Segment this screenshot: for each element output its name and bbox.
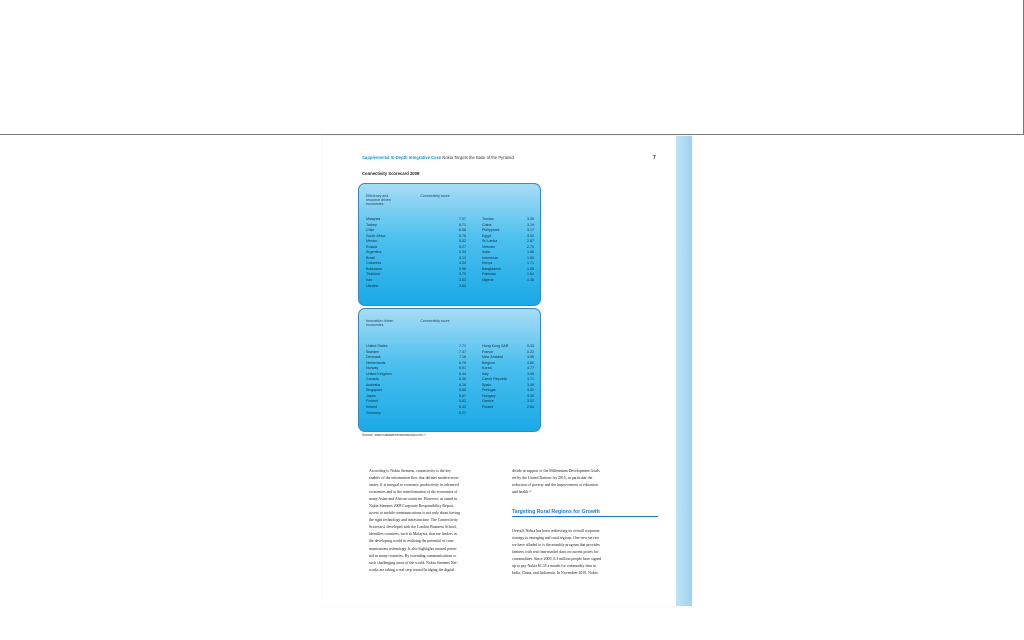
country-name: Italy	[482, 371, 489, 376]
country-name: Sri Lanka	[482, 239, 498, 244]
country-column	[482, 344, 508, 411]
country-name: Hungary	[482, 393, 496, 398]
text-line: and health.¹⁵	[512, 490, 532, 495]
country-name: China	[482, 222, 492, 227]
country-name: Iran	[366, 278, 373, 283]
text-line: identifies countries, such as Malaysia, that are leaders in	[369, 532, 457, 537]
connectivity-score: 5.27	[459, 410, 466, 415]
connectivity-score: 3.19	[527, 222, 534, 227]
country-name: Czech Republic	[482, 377, 508, 382]
country-column	[482, 217, 501, 284]
country-name: Russia	[366, 244, 377, 249]
country-name: Canada	[366, 377, 379, 382]
connectivity-score: 3.62	[459, 283, 466, 288]
connectivity-score: 7.47	[459, 349, 466, 354]
country-name: Spain	[482, 382, 492, 387]
connectivity-score: 1.83	[527, 255, 534, 260]
case-subtitle: Nokia Targets the Base of the Pyramid	[442, 155, 514, 160]
score-column	[459, 217, 477, 289]
connectivity-score: 1.88	[527, 250, 534, 255]
country-name: Germany	[366, 410, 381, 415]
group-heading: Efficiency and resource driven economies	[366, 194, 391, 207]
text-line: India, China, and Indonesia. In November 2010, Nokia	[512, 571, 598, 576]
connectivity-score: 3.79	[459, 272, 466, 277]
text-line: Overall, Nokia has been redirecting its overall corporate	[512, 529, 600, 533]
connectivity-score: 5.76	[459, 233, 466, 238]
country-name: Vietnam	[482, 244, 496, 249]
connectivity-score: 5.33	[527, 344, 534, 348]
country-name: Nigeria	[482, 278, 494, 283]
country-name: Singapore	[366, 388, 383, 393]
connectivity-score: 3.49	[527, 382, 534, 387]
text-line: set by the United Nations for 2015, in particular the	[512, 476, 593, 481]
body-text-right-bottom	[512, 528, 657, 577]
score-column	[459, 344, 477, 416]
text-line: works are taking a real step toward bridging the digital	[369, 567, 455, 572]
connectivity-score: 3.95	[527, 371, 534, 376]
text-line: access to mobile communications is not only about having	[369, 511, 460, 516]
page-header	[362, 154, 662, 162]
country-column	[366, 344, 392, 416]
country-name: Belgium	[482, 360, 495, 365]
text-line: munications technology. It also highlights unused poten-	[369, 546, 458, 551]
connectivity-score: 3.02	[527, 233, 534, 238]
connectivity-score: 1.65	[527, 266, 534, 271]
connectivity-score: 5.52	[459, 239, 466, 244]
score-heading: Connectivity score	[420, 194, 450, 198]
country-name: Australia	[366, 382, 380, 387]
connectivity-score: 3.98	[459, 266, 466, 271]
text-line: we have alluded to is the monthly program that provides	[512, 543, 600, 548]
text-line: According to Nokia Siemens, connectivity is the key	[369, 469, 452, 473]
connectivity-score: 4.77	[527, 366, 534, 371]
country-name: South Africa	[366, 233, 386, 238]
text-line: the right technology and infrastructure. The Connectivity	[369, 518, 458, 523]
text-line: enabler of the information flow that defines modern econ-	[369, 476, 460, 481]
connectivity-score: 2.70	[527, 244, 534, 249]
connectivity-score: 3.39	[527, 217, 534, 221]
country-name: United Kingdom	[366, 371, 392, 376]
country-name: Greece	[482, 399, 494, 404]
text-line: economies and to the transformation of the economies of	[369, 490, 458, 495]
country-name: Sweden	[366, 349, 379, 354]
connectivity-score: 3.30	[527, 393, 534, 398]
country-name: Tunisia	[482, 217, 494, 221]
group-heading: Innovation driven economies	[366, 319, 394, 328]
connectivity-score: 6.58	[459, 228, 466, 233]
connectivity-score: 5.22	[527, 349, 534, 354]
country-name: Norway	[366, 366, 379, 371]
top-blank-panel	[0, 0, 1024, 135]
connectivity-score: 6.51	[459, 366, 466, 371]
connectivity-score: 1.38	[527, 278, 534, 283]
country-name: Botswana	[366, 266, 382, 271]
connectivity-score: 5.27	[459, 244, 466, 249]
country-name: Japan	[366, 393, 376, 398]
text-line: many Asian and African countries. However, as stated in	[369, 497, 458, 502]
text-line: Scorecard, developed with the London Business School,	[369, 525, 457, 530]
text-line: reduction of poverty and the improvement of education	[512, 483, 599, 488]
country-name: Philippines	[482, 228, 500, 233]
rural-regions-heading: Targeting Rural Regions for Growth	[512, 509, 658, 517]
connectivity-score: 7.71	[459, 344, 466, 348]
score-heading: Connectivity score	[420, 319, 450, 323]
country-name: Poland	[482, 405, 494, 410]
text-line: the developing world in realizing the potential of com-	[369, 539, 455, 544]
country-name: Colombia	[366, 261, 382, 266]
country-name: Argentina	[366, 250, 382, 255]
country-name: Ireland	[366, 405, 377, 410]
connectivity-score: 1.71	[527, 261, 534, 266]
connectivity-score: 5.98	[459, 388, 466, 393]
country-name: Ukraine	[366, 283, 379, 288]
country-name: Netherlands	[366, 360, 386, 365]
country-name: New Zealand	[482, 355, 504, 360]
connectivity-score: 1.64	[527, 272, 534, 277]
connectivity-score: 5.12	[459, 255, 466, 260]
connectivity-score: 3.71	[527, 377, 534, 382]
text-line: tial in many countries. By extending communications to	[369, 553, 457, 558]
text-line: commodities. Since 2009, 6.3 million people have signed	[512, 557, 602, 562]
connectivity-score: 6.36	[459, 377, 466, 382]
connectivity-score: 7.07	[459, 217, 466, 221]
connectivity-score: 6.44	[459, 371, 466, 376]
connectivity-score: 6.71	[459, 222, 466, 227]
connectivity-score: 4.80	[527, 360, 534, 365]
text-line: up to pay Nokia $1.35 a month for commodity data in	[512, 564, 596, 569]
connectivity-score: 7.18	[459, 355, 466, 360]
panel-efficiency-economies	[358, 183, 541, 306]
connectivity-score: 3.17	[527, 228, 534, 233]
connectivity-score: 5.67	[459, 393, 466, 398]
country-name: Pakistan	[482, 272, 496, 277]
country-name: Mexico	[366, 239, 378, 244]
body-text-left	[369, 468, 506, 574]
page-number: 7	[653, 155, 656, 161]
connectivity-score: 2.84	[527, 405, 534, 410]
score-column	[527, 217, 541, 284]
text-line: strategy to emerging and rural regions. One new service	[512, 536, 600, 541]
connectivity-score: 3.32	[527, 388, 534, 393]
document-page	[322, 136, 692, 606]
country-name: Kenya	[482, 261, 493, 266]
connectivity-score: 4.95	[527, 355, 534, 360]
page-edge-bar	[676, 136, 692, 606]
country-name: Thailand	[366, 272, 380, 277]
connectivity-score: 4.04	[459, 261, 466, 266]
text-line: such challenging areas of the world, Nokia Siemens Net-	[369, 560, 458, 565]
connectivity-score: 5.62	[459, 399, 466, 404]
panel-innovation-economies	[358, 308, 541, 432]
connectivity-score: 5.34	[459, 250, 466, 255]
connectivity-score: 3.02	[527, 399, 534, 404]
connectivity-score: 6.79	[459, 360, 466, 365]
source-note: Source: www.nokiasiemensnetworks.com.¹⁴	[362, 433, 427, 437]
country-name: Brazil	[366, 255, 375, 260]
connectivity-score: 5.43	[459, 405, 466, 410]
country-name: Denmark	[366, 355, 381, 360]
text-line: Nokia Siemens 2008 Corporate Responsibility Report,	[369, 504, 454, 509]
text-line: divide in support of the Millennium Development Goals	[512, 469, 600, 473]
section-title: Supplemental In-Depth Integrative Case	[362, 155, 442, 160]
text-line: farmers with real time market data on current prices for	[512, 550, 599, 555]
country-column	[366, 217, 385, 289]
country-name: Korea	[482, 366, 492, 371]
connectivity-score: 3.63	[459, 278, 466, 283]
country-name: Indonesia	[482, 255, 498, 260]
country-name: United States	[366, 344, 388, 348]
country-name: Turkey	[366, 222, 377, 227]
text-line: omies. It is integral to economic productivity in advanced	[369, 483, 459, 488]
country-name: Finland	[366, 399, 378, 404]
score-column	[527, 344, 541, 411]
connectivity-score: 6.16	[459, 382, 466, 387]
country-name: Portugal	[482, 388, 496, 393]
country-name: France	[482, 349, 494, 354]
country-name: Hong Kong SAR	[482, 344, 509, 348]
scorecard-title: Connectivity Scorecard 2009:	[362, 171, 421, 176]
country-name: Malaysia	[366, 217, 381, 221]
country-name: Chile	[366, 228, 375, 233]
country-name: Bangladesh	[482, 266, 501, 271]
country-name: India	[482, 250, 490, 255]
country-name: Egypt	[482, 233, 492, 238]
connectivity-score: 2.87	[527, 239, 534, 244]
body-text-right-top	[512, 468, 657, 496]
